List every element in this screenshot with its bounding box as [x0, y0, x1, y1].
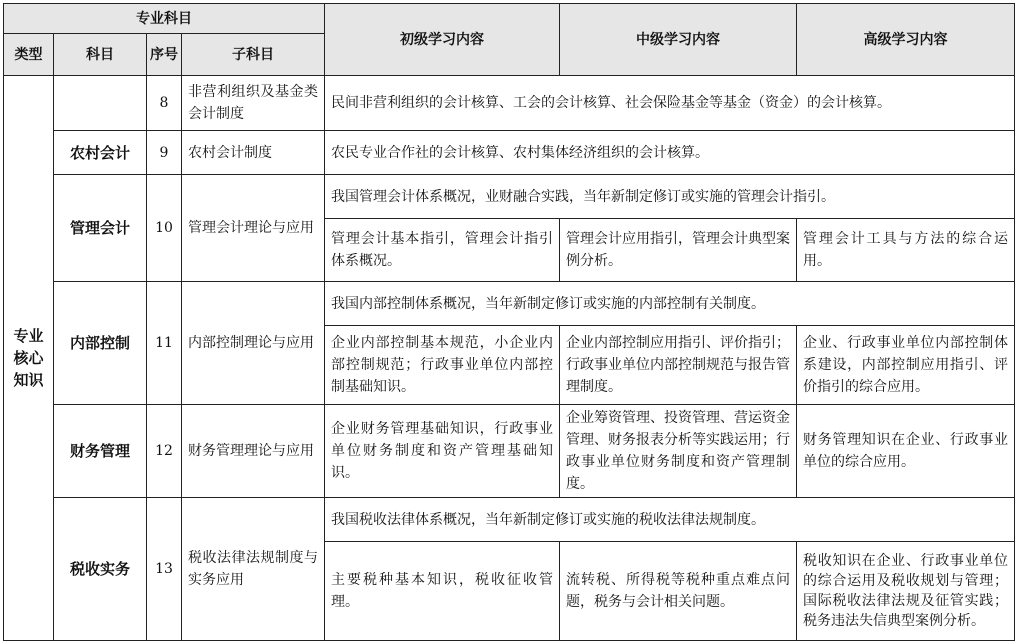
- header-adv-content: 高级学习内容: [797, 4, 1015, 76]
- header-basic-content: 初级学习内容: [325, 4, 560, 76]
- subject-name: 管理会计: [54, 175, 147, 282]
- adv-content: 财务管理知识在企业、行政事业单位的综合应用。: [797, 405, 1015, 498]
- subject-name: 税收实务: [54, 498, 147, 641]
- seq-number: 9: [147, 131, 182, 175]
- header-type: 类型: [4, 34, 54, 76]
- subject-cell-empty: [54, 76, 147, 131]
- mid-content: 管理会计应用指引，管理会计典型案例分析。: [560, 219, 797, 282]
- table-row: [4, 405, 1015, 498]
- type-label: 专业 核心 知识: [4, 76, 54, 641]
- table-row: [4, 76, 1015, 131]
- seq-number: 8: [147, 76, 182, 131]
- sub-subject: 财务管理理论与应用: [182, 405, 325, 498]
- header-mid-content: 中级学习内容: [560, 4, 797, 76]
- adv-content: 企业、行政事业单位内部控制体系建设，内部控制应用指引、评价指引的综合应用。: [797, 326, 1015, 405]
- seq-number: 13: [147, 498, 182, 641]
- sub-subject: 管理会计理论与应用: [182, 175, 325, 282]
- basic-content: 主要税种基本知识，税收征收管理。: [325, 542, 560, 641]
- subject-name: 内部控制: [54, 282, 147, 405]
- sub-subject: 农村会计制度: [182, 131, 325, 175]
- mid-content: 企业内部控制应用指引、评价指引；行政事业单位内部控制规范与报告管理制度。: [560, 326, 797, 405]
- table-row: [4, 175, 1015, 219]
- header-seq: 序号: [147, 34, 182, 76]
- mid-content: 企业筹资管理、投资管理、营运资金管理、财务报表分析等实践运用；行政事业单位财务制度和资产管理制度。: [560, 405, 797, 498]
- header-group-title: 专业科目: [4, 4, 325, 34]
- learning-content: 农民专业合作社的会计核算、农村集体经济组织的会计核算。: [325, 131, 1015, 175]
- common-content: 我国管理会计体系概况，业财融合实践，当年新制定修订或实施的管理会计指引。: [325, 175, 1015, 219]
- header-subject: 科目: [54, 34, 147, 76]
- basic-content: 企业财务管理基础知识，行政事业单位财务制度和资产管理基础知识。: [325, 405, 560, 498]
- adv-content: 税收知识在企业、行政事业单位的综合运用及税收规划与管理；国际税收法律法规及征管实践；税务违法失信典型案例分析。: [797, 542, 1015, 641]
- table-row: [4, 498, 1015, 542]
- basic-content: 企业内部控制基本规范，小企业内部控制规范；行政事业单位内部控制基础知识。: [325, 326, 560, 405]
- curriculum-table: [3, 3, 1015, 641]
- sub-subject: 税收法律法规制度与实务应用: [182, 498, 325, 641]
- learning-content: 民间非营利组织的会计核算、工会的会计核算、社会保险基金等基金（资金）的会计核算。: [325, 76, 1015, 131]
- seq-number: 10: [147, 175, 182, 282]
- subject-name: 财务管理: [54, 405, 147, 498]
- adv-content: 管理会计工具与方法的综合运用。: [797, 219, 1015, 282]
- seq-number: 12: [147, 405, 182, 498]
- subject-name: 农村会计: [54, 131, 147, 175]
- header-sub-subject: 子科目: [182, 34, 325, 76]
- sub-subject: 非营利组织及基金类会计制度: [182, 76, 325, 131]
- basic-content: 管理会计基本指引，管理会计指引体系概况。: [325, 219, 560, 282]
- common-content: 我国内部控制体系概况，当年新制定修订或实施的内部控制有关制度。: [325, 282, 1015, 326]
- table-row: [4, 131, 1015, 175]
- seq-number: 11: [147, 282, 182, 405]
- table-row: [4, 282, 1015, 326]
- sub-subject: 内部控制理论与应用: [182, 282, 325, 405]
- common-content: 我国税收法律体系概况，当年新制定修订或实施的税收法律法规制度。: [325, 498, 1015, 542]
- mid-content: 流转税、所得税等税种重点难点问题，税务与会计相关问题。: [560, 542, 797, 641]
